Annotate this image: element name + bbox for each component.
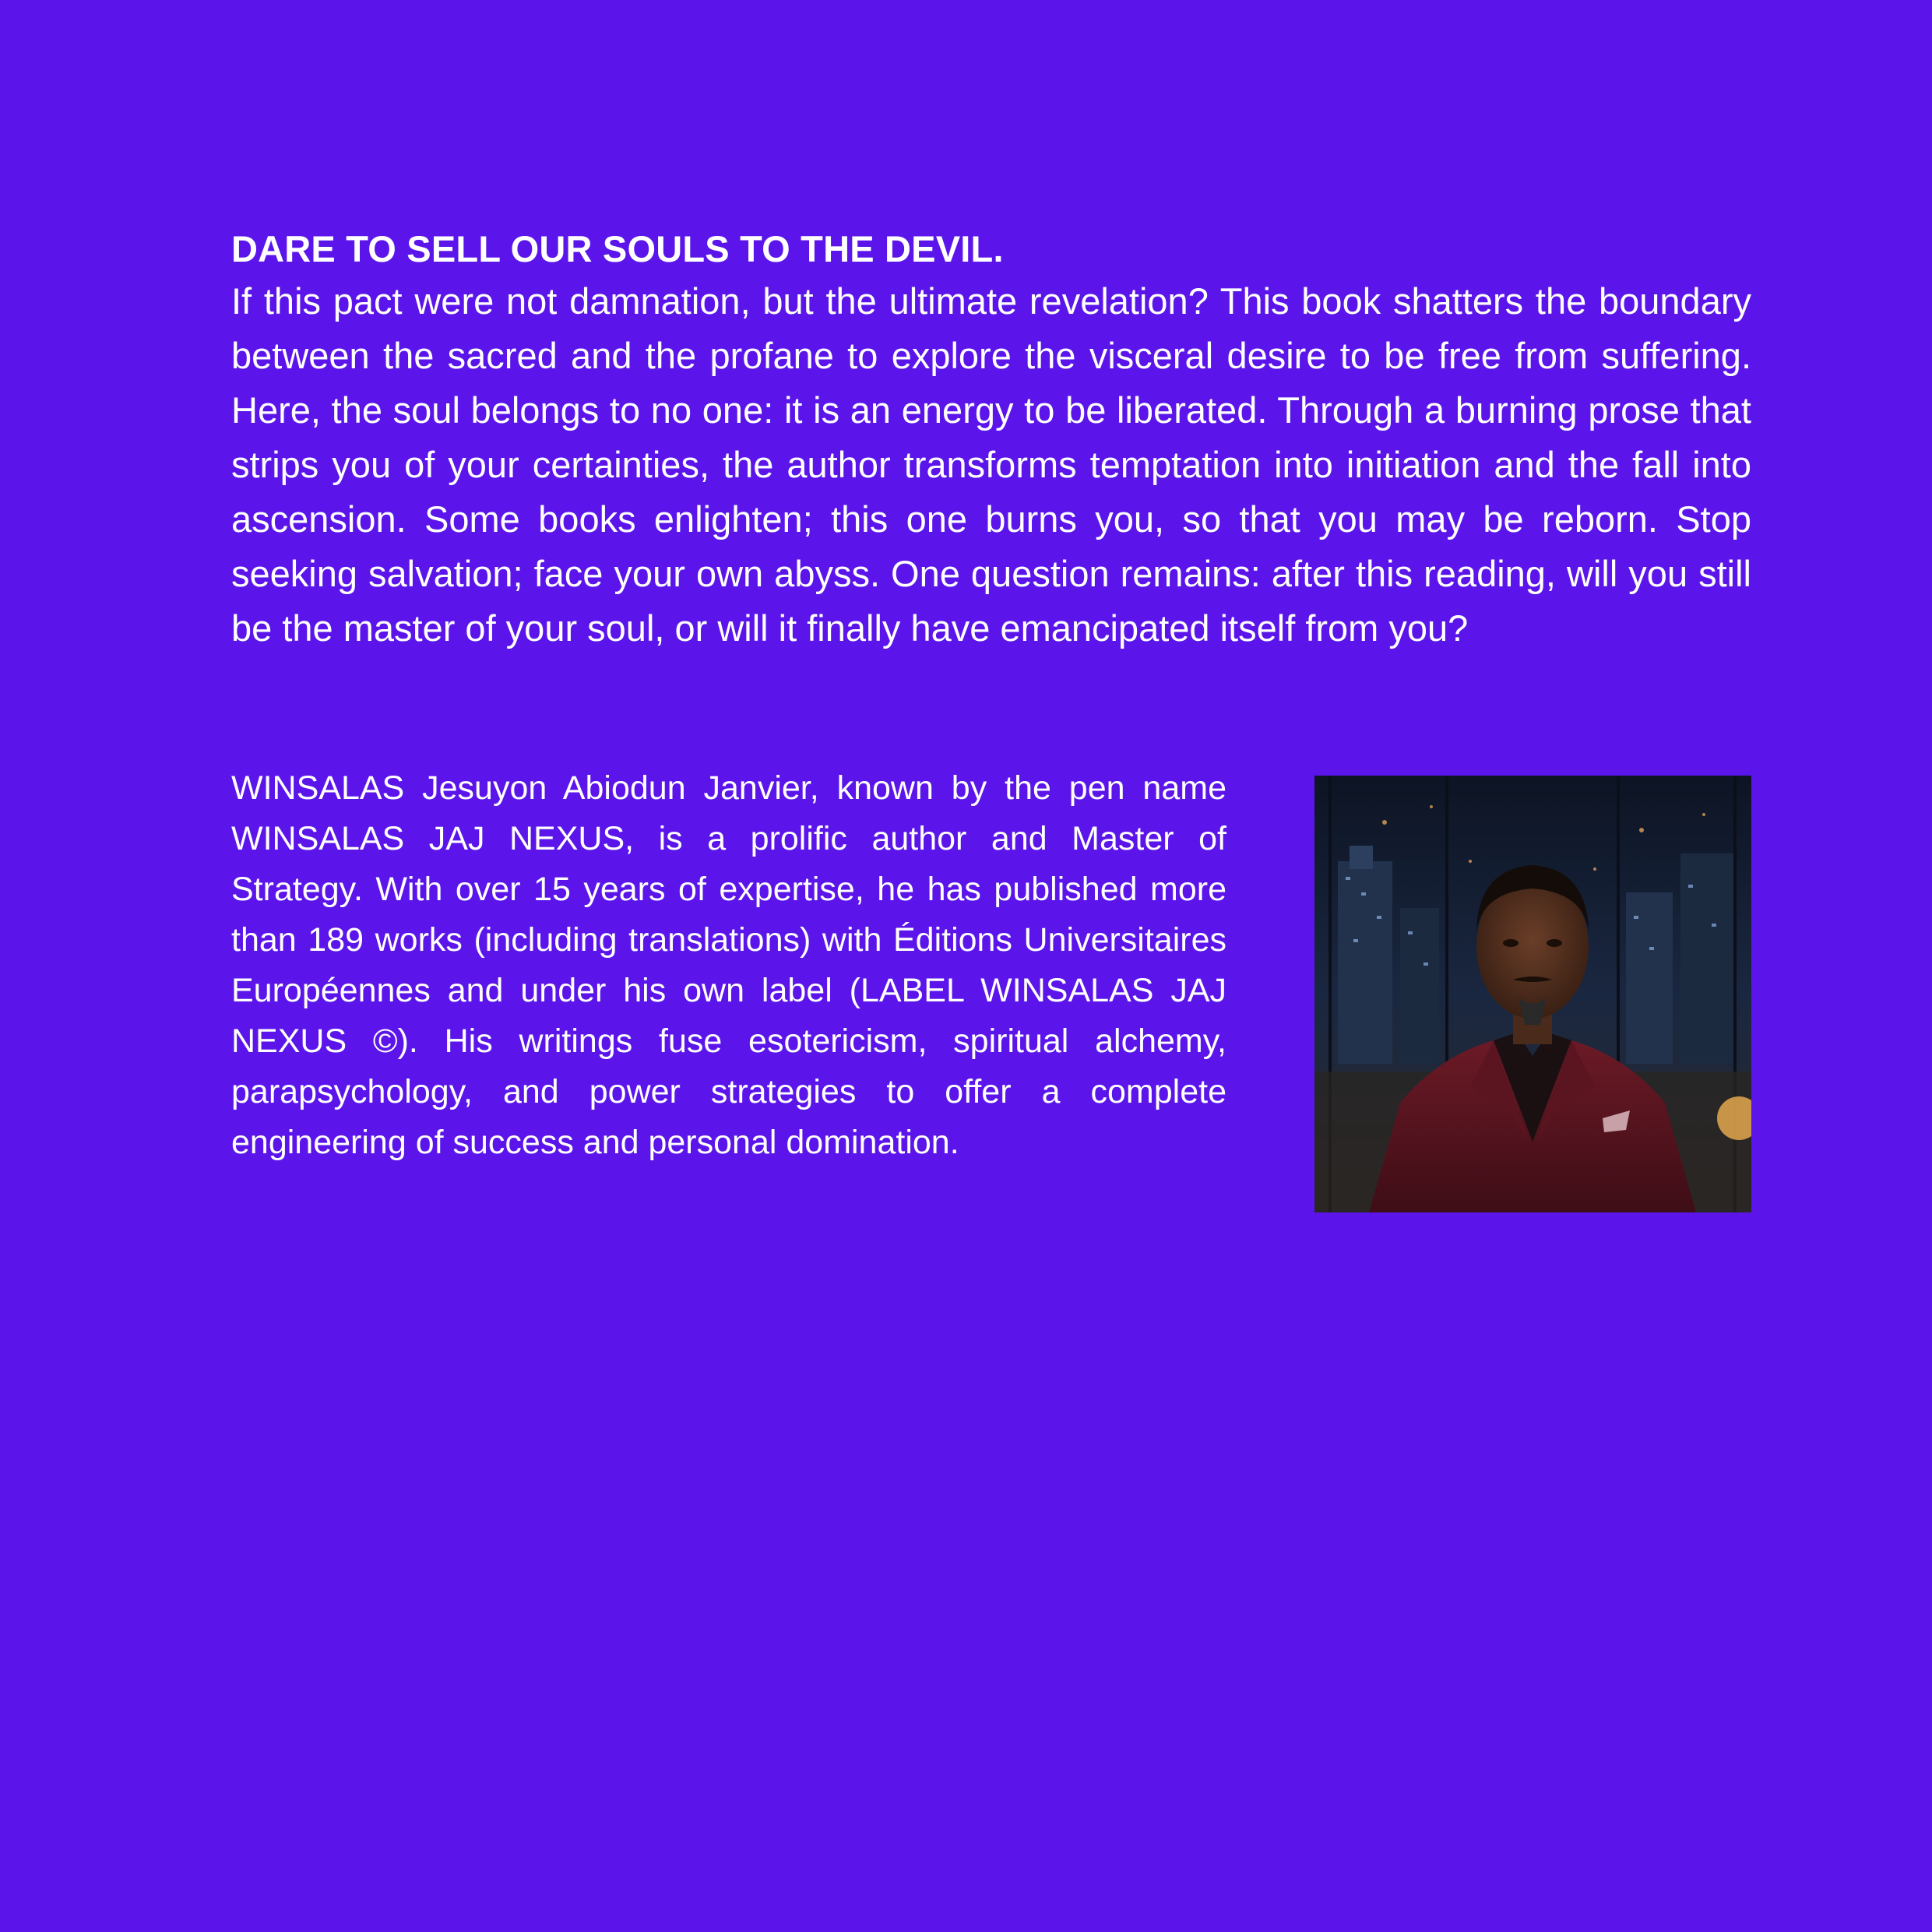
book-title: DARE TO SELL OUR SOULS TO THE DEVIL. — [231, 228, 1004, 269]
author-portrait-icon — [1314, 776, 1751, 1212]
author-photo — [1314, 776, 1751, 1212]
book-blurb: If this pact were not damnation, but the ultimate revelation? This book shatters the boundary between the sacred and the profane to explore the visceral desire to be free from suffering. Here, the soul belongs to no one: it is an energy to be liberated. Through a burning prose that strips you of your certainties, the author transforms temptation into initiation and the fall into ascension. Some books enlighten; this one burns you, so that you may be reborn. Stop seeking salvation; face your own abyss. One question remains: after this reading, will you still be the master of your soul, or will it finally have emancipated itself from you? — [231, 280, 1751, 649]
author-bio: WINSALAS Jesuyon Abiodun Janvier, known by the pen name WINSALAS JAJ NEXUS, is a prolific author and Master of Strategy. With over 15 years of expertise, he has published more than 189 works (including translations) with Éditions Universitaires Européennes and under his own label (LABEL WINSALAS JAJ NEXUS ©). His writings fuse esotericism, spiritual alchemy, parapsychology, and power strategies to offer a complete engineering of success and personal domination. — [231, 769, 1226, 1161]
blurb-section — [231, 224, 1751, 656]
